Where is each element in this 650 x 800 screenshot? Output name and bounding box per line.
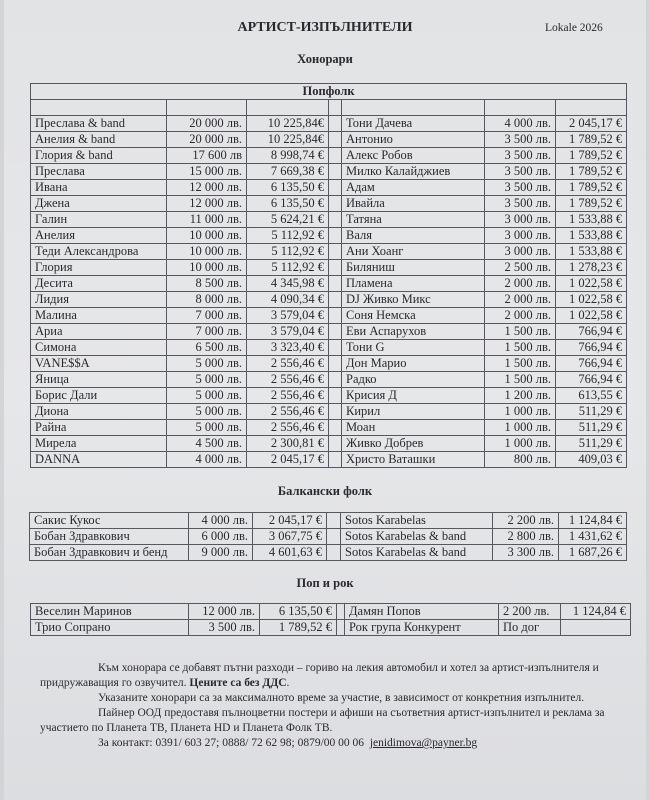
left-artist-name: VANE$$A	[31, 356, 167, 372]
spacer-cell	[327, 545, 341, 561]
right-fee-eur: 1 687,26 €	[559, 545, 627, 561]
right-fee-eur	[561, 620, 631, 636]
right-artist-name: Sotos Karabelas	[341, 513, 493, 529]
spacer-cell	[337, 620, 345, 636]
left-fee-bgn: 12 000 лв.	[189, 604, 260, 620]
left-artist-name: Веселин Маринов	[31, 604, 189, 620]
left-fee-bgn: 12 000 лв.	[167, 196, 247, 212]
left-fee-bgn: 5 000 лв.	[167, 356, 247, 372]
left-fee-bgn: 20 000 лв.	[167, 132, 247, 148]
right-fee-eur: 1 124,84 €	[559, 513, 627, 529]
balkan-heading: Балкански фолк	[277, 484, 373, 498]
left-fee-bgn: 5 000 лв.	[167, 404, 247, 420]
right-artist-name: Дамян Попов	[345, 604, 499, 620]
table-row	[31, 276, 627, 292]
left-fee-eur: 2 556,46 €	[247, 388, 329, 404]
right-fee-bgn: 2 200 лв.	[499, 604, 561, 620]
left-fee-eur: 6 135,50 €	[260, 604, 337, 620]
left-artist-name: Анелия & band	[31, 132, 167, 148]
right-fee-bgn: 3 500 лв.	[485, 148, 556, 164]
right-artist-name: Моан	[342, 420, 485, 436]
left-fee-bgn: 5 000 лв.	[167, 372, 247, 388]
right-fee-bgn: 3 000 лв.	[485, 244, 556, 260]
table-row	[31, 620, 631, 636]
right-artist-name: Радко	[342, 372, 485, 388]
left-fee-eur: 4 090,34 €	[247, 292, 329, 308]
poprock-table	[30, 603, 631, 636]
left-fee-bgn: 6 000 лв.	[189, 529, 253, 545]
right-fee-bgn: 2 000 лв.	[485, 276, 556, 292]
spacer-cell	[329, 276, 342, 292]
right-artist-name: Ивайла	[342, 196, 485, 212]
spacer-cell	[329, 372, 342, 388]
table-row	[31, 340, 627, 356]
empty-cell	[342, 100, 485, 116]
left-artist-name: Галин	[31, 212, 167, 228]
spacer-cell	[329, 212, 342, 228]
table-row	[31, 196, 627, 212]
poprock-heading: Поп и рок	[296, 576, 354, 590]
left-fee-bgn: 7 000 лв.	[167, 308, 247, 324]
right-artist-name: Антонио	[342, 132, 485, 148]
left-artist-name: Трио Сопрано	[31, 620, 189, 636]
left-fee-eur: 3 579,04 €	[247, 308, 329, 324]
spacer-cell	[329, 148, 342, 164]
right-artist-name: Тони G	[342, 340, 485, 356]
right-fee-bgn: 1 000 лв.	[485, 420, 556, 436]
left-fee-eur: 5 112,92 €	[247, 244, 329, 260]
right-fee-eur: 511,29 €	[556, 404, 627, 420]
spacer-cell	[329, 180, 342, 196]
empty-cell	[247, 100, 329, 116]
right-fee-bgn: 800 лв.	[485, 452, 556, 468]
left-fee-eur: 2 556,46 €	[247, 404, 329, 420]
table-row	[31, 308, 627, 324]
right-artist-name: Валя	[342, 228, 485, 244]
spacer-cell	[337, 604, 345, 620]
spacer-cell	[327, 529, 341, 545]
right-artist-name: Кирил	[342, 404, 485, 420]
right-fee-bgn: 2 200 лв.	[493, 513, 559, 529]
right-fee-eur: 766,94 €	[556, 356, 627, 372]
spacer-cell	[329, 260, 342, 276]
right-fee-eur: 1 789,52 €	[556, 196, 627, 212]
left-fee-bgn: 20 000 лв.	[167, 116, 247, 132]
left-fee-bgn: 5 000 лв.	[167, 388, 247, 404]
right-fee-eur: 1 789,52 €	[556, 164, 627, 180]
left-fee-bgn: 4 000 лв.	[189, 513, 253, 529]
left-fee-eur: 4 601,63 €	[253, 545, 327, 561]
right-fee-bgn: 1 500 лв.	[485, 340, 556, 356]
left-fee-bgn: 5 000 лв.	[167, 420, 247, 436]
right-fee-bgn: 2 000 лв.	[485, 292, 556, 308]
spacer-cell	[329, 324, 342, 340]
spacer-cell	[329, 196, 342, 212]
left-fee-bgn: 10 000 лв.	[167, 244, 247, 260]
note-travel-text: Към хонорара се добавят пътни разходи – гориво на лекия автомобил и хотел за артист-изпълнителя и придружаващия го озвучител.	[40, 662, 599, 689]
table-row	[31, 324, 627, 340]
left-fee-bgn: 9 000 лв.	[189, 545, 253, 561]
right-artist-name: Пламена	[342, 276, 485, 292]
left-fee-bgn: 6 500 лв.	[167, 340, 247, 356]
edition-label: Lokale 2026	[545, 22, 603, 34]
right-artist-name: Крисия Д	[342, 388, 485, 404]
spacer-cell	[329, 436, 342, 452]
right-fee-eur: 1 533,88 €	[556, 228, 627, 244]
left-fee-eur: 3 323,40 €	[247, 340, 329, 356]
table-row	[31, 292, 627, 308]
right-fee-eur: 1 533,88 €	[556, 212, 627, 228]
popfolk-table	[30, 83, 627, 468]
right-artist-name: Sotos Karabelas & band	[341, 529, 493, 545]
table-row	[31, 356, 627, 372]
spacer-cell	[329, 404, 342, 420]
right-artist-name: DJ Живко Микс	[342, 292, 485, 308]
right-artist-name: Биляниш	[342, 260, 485, 276]
left-fee-eur: 5 112,92 €	[247, 260, 329, 276]
left-fee-eur: 10 225,84€	[247, 116, 329, 132]
right-artist-name: Живко Добрев	[342, 436, 485, 452]
right-artist-name: Еви Аспарухов	[342, 324, 485, 340]
note-posters: Пайнер ООД предоставя пълноцветни постери и афиши на съответния артист-изпълнител и реклама за участието по Планета ТВ, Планета HD и Планета Фолк ТВ.	[40, 707, 605, 734]
right-fee-eur: 1 789,52 €	[556, 132, 627, 148]
left-artist-name: Глория	[31, 260, 167, 276]
spacer-cell	[327, 513, 341, 529]
right-fee-bgn: 3 500 лв.	[485, 132, 556, 148]
right-fee-eur: 1 431,62 €	[559, 529, 627, 545]
left-artist-name: Мирела	[31, 436, 167, 452]
spacer-cell	[329, 132, 342, 148]
table-row	[31, 420, 627, 436]
right-fee-eur: 1 789,52 €	[556, 148, 627, 164]
empty-cell	[485, 100, 556, 116]
left-fee-eur: 8 998,74 €	[247, 148, 329, 164]
right-fee-eur: 1 789,52 €	[556, 180, 627, 196]
spacer-cell	[329, 388, 342, 404]
left-artist-name: Яница	[31, 372, 167, 388]
right-artist-name: Милко Калайджиев	[342, 164, 485, 180]
spacer-cell	[329, 164, 342, 180]
left-fee-bgn: 11 000 лв.	[167, 212, 247, 228]
right-fee-bgn: 1 200 лв.	[485, 388, 556, 404]
right-fee-bgn: 4 000 лв.	[485, 116, 556, 132]
table-row	[30, 529, 627, 545]
left-fee-eur: 5 112,92 €	[247, 228, 329, 244]
left-fee-eur: 2 556,46 €	[247, 420, 329, 436]
right-fee-bgn: 3 500 лв.	[485, 196, 556, 212]
right-fee-bgn: 2 800 лв.	[493, 529, 559, 545]
right-fee-eur: 2 045,17 €	[556, 116, 627, 132]
left-artist-name: Джена	[31, 196, 167, 212]
right-artist-name: Христо Ваташки	[342, 452, 485, 468]
left-artist-name: Ивана	[31, 180, 167, 196]
table-row	[31, 212, 627, 228]
left-fee-bgn: 4 000 лв.	[167, 452, 247, 468]
note-vat: Цените са без ДДС	[189, 677, 287, 689]
empty-cell	[329, 100, 342, 116]
table-row	[31, 388, 627, 404]
right-fee-bgn: 1 500 лв.	[485, 324, 556, 340]
table-row	[31, 260, 627, 276]
left-artist-name: Бобан Здравкович	[30, 529, 189, 545]
section-heading: Попфолк	[31, 84, 627, 100]
table-row	[31, 436, 627, 452]
left-artist-name: Ариа	[31, 324, 167, 340]
empty-cell	[167, 100, 247, 116]
left-fee-bgn: 4 500 лв.	[167, 436, 247, 452]
left-artist-name: Лидия	[31, 292, 167, 308]
right-artist-name: Алекс Робов	[342, 148, 485, 164]
left-fee-bgn: 12 000 лв.	[167, 180, 247, 196]
left-fee-eur: 2 556,46 €	[247, 372, 329, 388]
left-fee-eur: 2 300,81 €	[247, 436, 329, 452]
note-duration: Указаните хонорари са за максималното време за участие, в зависимост от конкретния изпълнител.	[98, 692, 585, 704]
right-fee-eur: 511,29 €	[556, 436, 627, 452]
right-fee-eur: 1 533,88 €	[556, 244, 627, 260]
left-fee-eur: 3 067,75 €	[253, 529, 327, 545]
left-fee-bgn: 3 500 лв.	[189, 620, 260, 636]
left-fee-bgn: 15 000 лв.	[167, 164, 247, 180]
right-fee-eur: 766,94 €	[556, 372, 627, 388]
right-fee-eur: 511,29 €	[556, 420, 627, 436]
left-fee-eur: 6 135,50 €	[247, 196, 329, 212]
left-fee-eur: 10 225,84€	[247, 132, 329, 148]
right-artist-name: Тони Дачева	[342, 116, 485, 132]
spacer-cell	[329, 308, 342, 324]
table-row	[31, 180, 627, 196]
spacer-cell	[329, 356, 342, 372]
left-artist-name: DANNA	[31, 452, 167, 468]
left-artist-name: Теди Александрова	[31, 244, 167, 260]
right-fee-bgn: 2 500 лв.	[485, 260, 556, 276]
left-fee-bgn: 10 000 лв.	[167, 260, 247, 276]
right-fee-bgn: 3 500 лв.	[485, 164, 556, 180]
left-fee-eur: 6 135,50 €	[247, 180, 329, 196]
table-row	[31, 148, 627, 164]
left-fee-bgn: 17 600 лв	[167, 148, 247, 164]
left-artist-name: Симона	[31, 340, 167, 356]
right-artist-name: Sotos Karabelas & band	[341, 545, 493, 561]
document-title: АРТИСТ-ИЗПЪЛНИТЕЛИ	[237, 20, 413, 35]
right-fee-bgn: 1 000 лв.	[485, 404, 556, 420]
table-row	[31, 164, 627, 180]
right-fee-eur: 409,03 €	[556, 452, 627, 468]
left-fee-bgn: 7 000 лв.	[167, 324, 247, 340]
note-travel	[40, 661, 620, 691]
right-fee-eur: 766,94 €	[556, 340, 627, 356]
table-row	[31, 372, 627, 388]
right-fee-eur: 613,55 €	[556, 388, 627, 404]
left-fee-eur: 3 579,04 €	[247, 324, 329, 340]
right-fee-eur: 766,94 €	[556, 324, 627, 340]
contact-phones: За контакт: 0391/ 603 27; 0888/ 72 62 98; 0879/00 00 06	[98, 737, 365, 749]
right-fee-eur: 1 124,84 €	[561, 604, 631, 620]
left-fee-eur: 4 345,98 €	[247, 276, 329, 292]
left-artist-name: Малина	[31, 308, 167, 324]
notes	[40, 661, 620, 751]
right-artist-name: Ани Хоанг	[342, 244, 485, 260]
left-fee-eur: 7 669,38 €	[247, 164, 329, 180]
spacer-cell	[329, 228, 342, 244]
table-row	[31, 244, 627, 260]
table-row	[31, 228, 627, 244]
left-fee-bgn: 10 000 лв.	[167, 228, 247, 244]
right-fee-bgn: 1 000 лв.	[485, 436, 556, 452]
right-fee-bgn: 1 500 лв.	[485, 356, 556, 372]
right-fee-bgn: 3 300 лв.	[493, 545, 559, 561]
left-artist-name: Сакис Кукос	[30, 513, 189, 529]
table-row	[31, 452, 627, 468]
contact-email-link[interactable]: jenidimova@payner.bg	[369, 737, 478, 749]
right-fee-bgn: 3 000 лв.	[485, 212, 556, 228]
left-fee-eur: 2 045,17 €	[247, 452, 329, 468]
left-artist-name: Бобан Здравкович и бенд	[30, 545, 189, 561]
left-fee-bgn: 8 500 лв.	[167, 276, 247, 292]
right-artist-name: Дон Марио	[342, 356, 485, 372]
table-row	[31, 132, 627, 148]
right-fee-eur: 1 022,58 €	[556, 292, 627, 308]
note-end: .	[286, 677, 290, 689]
right-fee-eur: 1 022,58 €	[556, 308, 627, 324]
right-fee-bgn: 2 000 лв.	[485, 308, 556, 324]
left-fee-eur: 5 624,21 €	[247, 212, 329, 228]
left-artist-name: Диона	[31, 404, 167, 420]
left-artist-name: Глория & band	[31, 148, 167, 164]
right-artist-name: Рок група Конкурент	[345, 620, 499, 636]
left-fee-eur: 1 789,52 €	[260, 620, 337, 636]
right-fee-bgn: По дог	[499, 620, 561, 636]
right-fee-bgn: 3 000 лв.	[485, 228, 556, 244]
right-fee-bgn: 1 500 лв.	[485, 372, 556, 388]
left-artist-name: Преслава	[31, 164, 167, 180]
spacer-cell	[329, 452, 342, 468]
left-fee-eur: 2 045,17 €	[253, 513, 327, 529]
spacer-cell	[329, 292, 342, 308]
left-artist-name: Десита	[31, 276, 167, 292]
fees-subtitle: Хонорари	[297, 52, 353, 66]
contact-line	[40, 736, 620, 751]
right-fee-eur: 1 022,58 €	[556, 276, 627, 292]
empty-cell	[31, 100, 167, 116]
table-row	[31, 404, 627, 420]
right-artist-name: Адам	[342, 180, 485, 196]
right-artist-name: Татяна	[342, 212, 485, 228]
right-artist-name: Соня Немска	[342, 308, 485, 324]
right-fee-bgn: 3 500 лв.	[485, 180, 556, 196]
spacer-cell	[329, 116, 342, 132]
spacer-cell	[329, 244, 342, 260]
left-artist-name: Анелия	[31, 228, 167, 244]
table-row	[30, 545, 627, 561]
right-fee-eur: 1 278,23 €	[556, 260, 627, 276]
table-row	[31, 604, 631, 620]
spacer-cell	[329, 420, 342, 436]
empty-cell	[556, 100, 627, 116]
left-artist-name: Борис Дали	[31, 388, 167, 404]
table-row	[31, 116, 627, 132]
left-artist-name: Преслава & band	[31, 116, 167, 132]
left-fee-eur: 2 556,46 €	[247, 356, 329, 372]
table-row	[30, 513, 627, 529]
left-artist-name: Райна	[31, 420, 167, 436]
spacer-cell	[329, 340, 342, 356]
left-fee-bgn: 8 000 лв.	[167, 292, 247, 308]
balkan-table	[29, 512, 627, 561]
